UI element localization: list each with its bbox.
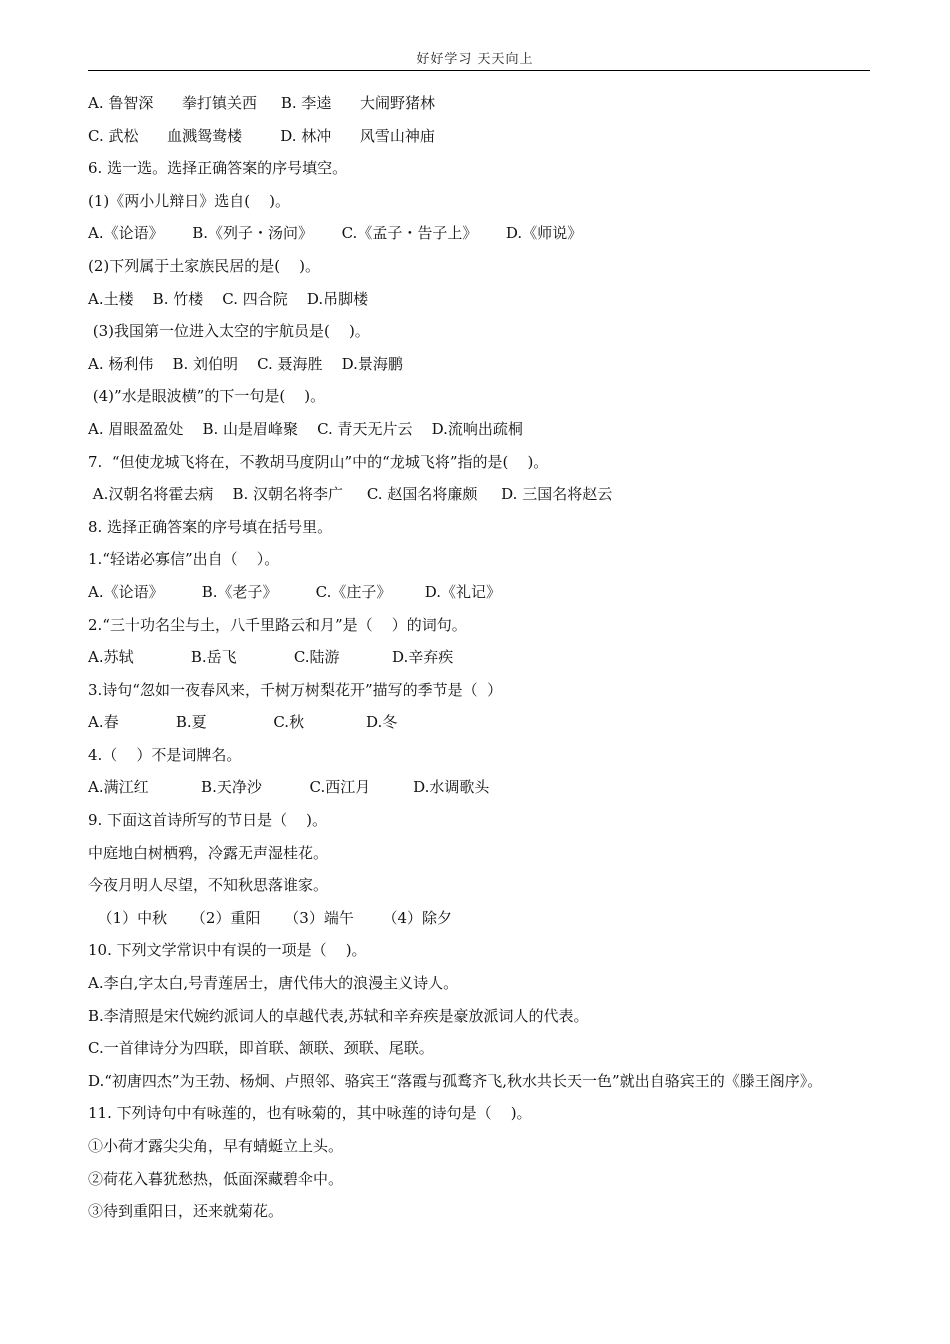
text-line: A.土楼 B. 竹楼 C. 四合院 D.吊脚楼: [88, 289, 369, 308]
text-line: A.满江红 B.天净沙 C.西江月 D.水调歌头: [88, 778, 490, 797]
poem-line: ③待到重阳日，还来就菊花。: [88, 1202, 284, 1221]
text-line: A.汉朝名将霍去病 B. 汉朝名将李广 C. 赵国名将廉颇 D. 三国名将赵云: [88, 485, 613, 504]
header-rule: [88, 70, 870, 71]
question-11: 11. 下列诗句中有咏莲的，也有咏菊的，其中咏莲的诗句是（ )。: [88, 1104, 532, 1123]
page-header: 好好学习 天天向上: [416, 52, 534, 67]
text-line: C. 武松 血溅鸳鸯楼 D. 林冲 风雪山神庙: [88, 126, 435, 145]
text-line: 3.诗句“忽如一夜春风来，千树万树梨花开”描写的季节是（ ）: [88, 680, 503, 699]
text-line: A. 杨利伟 B. 刘伯明 C. 聂海胜 D.景海鹏: [88, 354, 403, 373]
document-body: [88, 87, 870, 1228]
question-10: 10. 下列文学常识中有误的一项是（ )。: [88, 941, 367, 960]
text-line: A. 眉眼盈盈处 B. 山是眉峰聚 C. 青天无片云 D.流响出疏桐: [88, 419, 523, 438]
text-line: （1）中秋 （2）重阳 （3）端午 （4）除夕: [88, 908, 453, 927]
question-6: 6. 选一选。选择正确答案的序号填空。: [88, 159, 348, 178]
text-line: A.春 B.夏 C.秋 D.冬: [88, 713, 398, 732]
question-9: 9. 下面这首诗所写的节日是（ )。: [88, 811, 328, 830]
text-line: A.李白,字太白,号青莲居士，唐代伟大的浪漫主义诗人。: [88, 974, 459, 993]
text-line: A.苏轼 B.岳飞 C.陆游 D.辛弃疾: [88, 648, 454, 667]
text-line: A. 鲁智深 拳打镇关西 B. 李逵 大闹野猪林: [88, 94, 435, 112]
poem-line: ①小荷才露尖尖角，早有蜻蜓立上头。: [88, 1137, 344, 1155]
text-line: 2.“三十功名尘与土，八千里路云和月”是（ ）的词句。: [88, 615, 467, 634]
text-line: B.李清照是宋代婉约派词人的卓越代表,苏轼和辛弃疾是豪放派词人的代表。: [88, 1006, 589, 1025]
text-line: 1.“轻诺必寡信”出自（ ）。: [88, 550, 280, 569]
text-line: A.《论语》 B.《列子・汤问》 C.《孟子・告子上》 D.《师说》: [88, 224, 583, 243]
question-8: 8. 选择正确答案的序号填在括号里。: [88, 517, 333, 536]
text-line: (1)《两小儿辩日》选自( )。: [88, 191, 291, 210]
question-7: 7. “但使龙城飞将在，不教胡马度阴山”中的“龙城飞将”指的是( )。: [88, 452, 549, 471]
text-line: (2)下列属于土家族民居的是( )。: [88, 256, 321, 275]
option-d-paragraph: D.“初唐四杰”为王勃、杨炯、卢照邻、骆宾王“落霞与孤鹜齐飞,秋水共长天一色”就出自骆宾王的《滕王阁序》。: [88, 1071, 823, 1090]
text-line: C.一首律诗分为四联，即首联、颔联、颈联、尾联。: [88, 1039, 434, 1058]
text-line: (4)”水是眼波横”的下一句是( )。: [88, 387, 326, 406]
poem-line: 中庭地白树栖鸦，冷露无声湿桂花。: [88, 843, 329, 862]
text-line: A.《论语》 B.《老子》 C.《庄子》 D.《礼记》: [88, 582, 502, 601]
text-line: 4.（ ）不是词牌名。: [88, 745, 242, 764]
text-line: (3)我国第一位进入太空的宇航员是( )。: [88, 322, 370, 341]
poem-line: 今夜月明人尽望，不知秋思落谁家。: [88, 876, 329, 895]
poem-line: ②荷花入暮犹愁热，低面深藏碧伞中。: [88, 1169, 344, 1188]
